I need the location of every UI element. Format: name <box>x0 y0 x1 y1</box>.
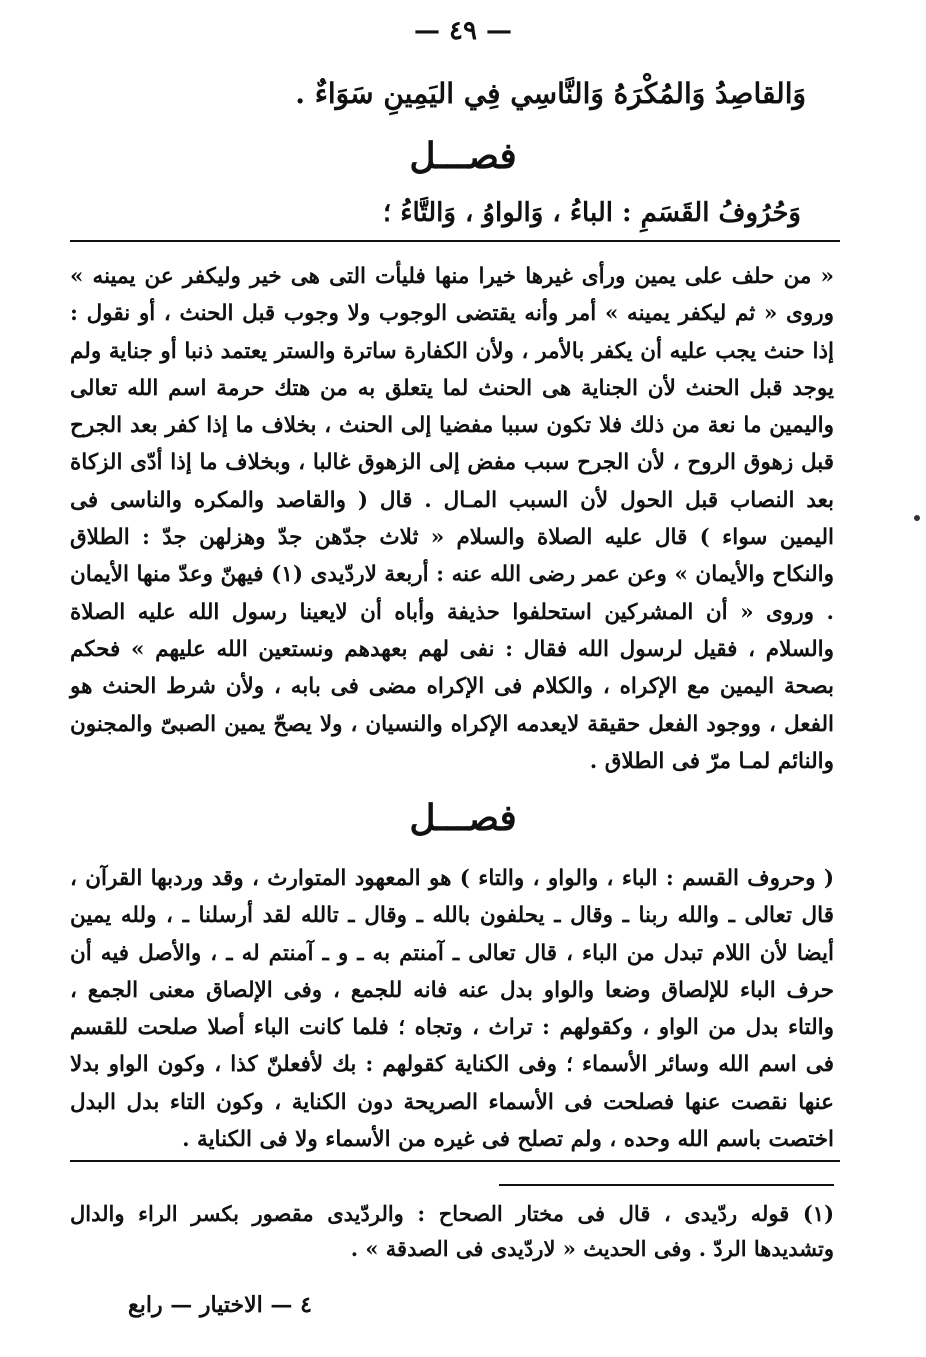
matn-separator-line <box>70 240 840 242</box>
commentary-paragraph-1: « من حلف على يمين ورأى غيرها خيرا منها فليأت التى هى خير وليكفر عن يمينه » وروى « ثم ليكفر يمينه » أمر وأنه يقتضى الوجوب ولا وجوب قبل الحنث ، أو نقول : إذا حنث يجب عليه أن يكفر بالأمر ، ولأن الكفارة ساترة والستر يعتمد ذنبا أو جناية ولم يوجد قبل الحنث لأن الجناية هى الحنث لما يتعلق به من هتك حرمة اسم الله تعالى واليمين ما نعة من ذلك فلا تكون سببا مفضيا إلى الحنث ، بخلاف ما إذا كفر بعد الجرح قبل زهوق الروح ، لأن الجرح سبب مفض إلى الزهوق غالبا ، وبخلاف ما إذا أدّى الزكاة بعد النصاب قبل الحول لأن السبب المـال . قال ( والقاصد والمكره والناسى فى اليمين سواء ) قال عليه الصلاة والسلام « ثلاث جدّهن جدّ وهزلهن جدّ : الطلاق والنكاح والأيمان » وعن عمر رضى الله عنه : أربعة لاردّيدى (١) فيهنّ وعدّ منها الأيمان . وروى « أن المشركين استحلفوا حذيفة وأباه أن لايعينا رسول الله عليه الصلاة والسلام ، فقيل لرسول الله فقال : نفى لهم بعهدهم ونستعين الله عليهم » فحكم بصحة اليمين مع الإكراه ، والكلام فى الإكراه مضى فى بابه ، ولأن شرط الحنث هو الفعل ، ووجود الفعل حقيقة لايعدمه الإكراه والنسيان ، ولا يصحّ يمين الصبىّ والمجنون والنائم لمـا مرّ فى الطلاق . <box>70 264 835 774</box>
matn-text-second: وَحُرُوفُ القَسَمِ : الباءُ ، وَالواوُ ، وَالتَّاءُ ؛ <box>382 198 801 228</box>
section-title-2: فصـــل <box>409 797 517 839</box>
page-number: — ٤٩ — <box>413 16 513 46</box>
print-signature: ٤ — الاختيار — رابع <box>128 1292 312 1318</box>
section-title-1: فصـــل <box>409 135 517 177</box>
text-separator-line <box>70 1160 840 1162</box>
footnote: (١) قوله ردّيدى ، قال فى مختار الصحاح : والردّيدى مقصور بكسر الراء والدال وتشديدها الردّ . وفى الحديث « لاردّيدى فى الصدقة » . <box>70 1201 834 1261</box>
footnote-separator-line <box>499 1184 834 1186</box>
matn-text-top: وَالقاصِدُ وَالمُكْرَهُ وَالنَّاسِي فِي اليَمِينِ سَوَاءٌ . <box>295 77 806 110</box>
margin-mark <box>914 515 920 521</box>
commentary-paragraph-2: ( وحروف القسم : الباء ، والواو ، والتاء ) هو المعهود المتوارث ، وقد وردبها القرآن ، قال تعالى ـ والله ربنا ـ وقال ـ يحلفون بالله ـ وقال ـ تالله لقد أرسلنا ـ ، ولله يمين أيضا لأن اللام تبدل من الباء ، قال تعالى ـ آمنتم به ـ و ـ آمنتم له ـ ، والأصل فيه أن حرف الباء للإلصاق وضعا والواو بدل عنه فانه للجمع ، وفى الإلصاق معنى الجمع ، والتاء بدل من الواو ، وكقولهم : تراث ، وتجاه ؛ فلما كانت الباء أصلا صلحت للقسم فى اسم الله وسائر الأسماء ؛ وفى الكناية كقولهم : بك لأفعلنّ كذا ، وكون الواو بدلا عنها نقصت عنها فصلحت فى الأسماء الصريحة دون الكناية ، وكون التاء بدل البدل اختصت باسم الله وحده ، ولم تصلح فى غيره من الأسماء ولا فى الكناية . <box>70 866 834 1153</box>
